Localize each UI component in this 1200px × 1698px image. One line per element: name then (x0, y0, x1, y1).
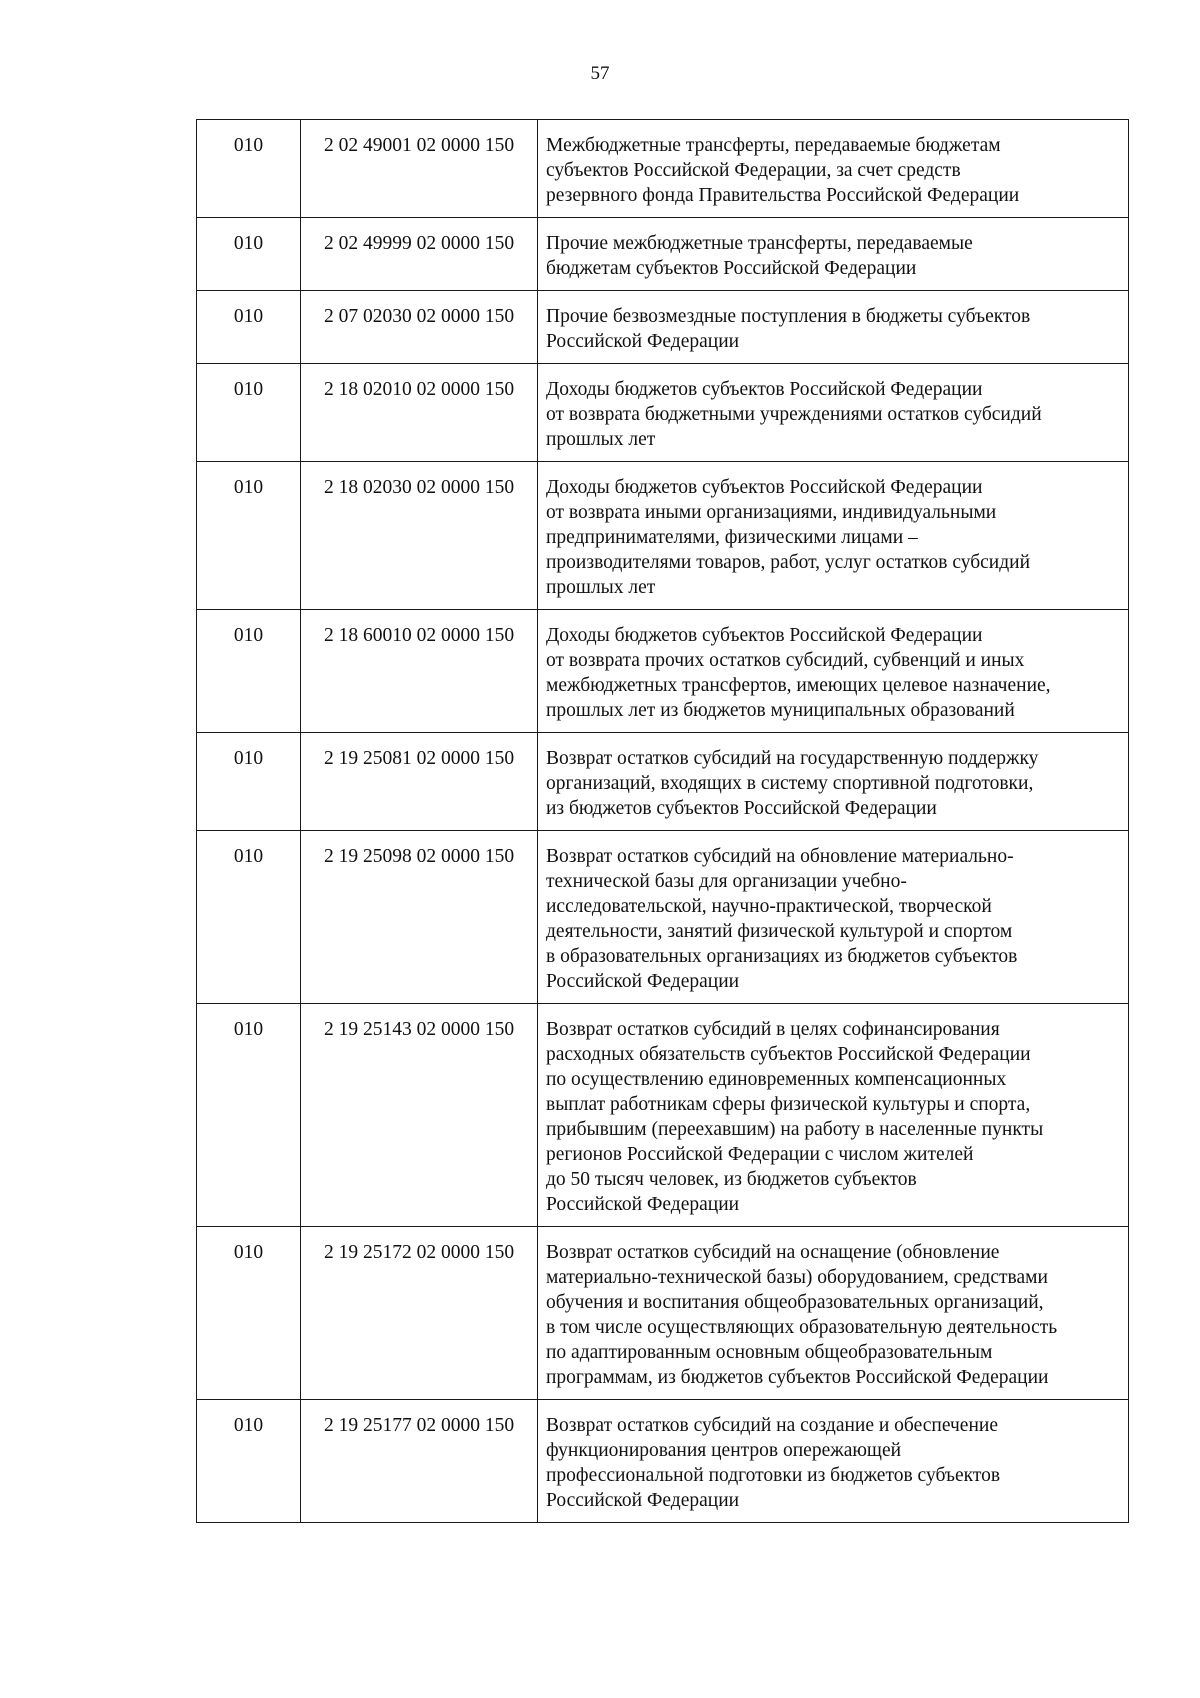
budget-classification-code-cell: 2 07 02030 02 0000 150 (301, 291, 538, 364)
income-name-cell (538, 120, 1129, 218)
income-name-line: материально-технической базы) оборудованием, средствами (546, 1267, 1048, 1288)
income-name-line: Межбюджетные трансферты, передаваемые бюджетам (546, 135, 1001, 156)
income-name-line: выплат работникам сферы физической культуры и спорта, (546, 1094, 1031, 1115)
admin-code-cell: 010 (197, 120, 301, 218)
table-row (197, 1004, 1129, 1227)
income-name-line: прошлых лет из бюджетов муниципальных образований (546, 700, 1015, 721)
income-name-line: до 50 тысяч человек, из бюджетов субъектов (546, 1169, 917, 1190)
budget-classification-code-cell: 2 02 49999 02 0000 150 (301, 218, 538, 291)
income-name-line: производителями товаров, работ, услуг остатков субсидий (546, 552, 1031, 573)
admin-code-cell: 010 (197, 462, 301, 610)
income-name-line: предпринимателями, физическими лицами – (546, 527, 918, 548)
budget-classification-code-cell: 2 18 60010 02 0000 150 (301, 610, 538, 733)
table-row (197, 1227, 1129, 1400)
admin-code-cell: 010 (197, 831, 301, 1004)
income-name-line: бюджетам субъектов Российской Федерации (546, 258, 917, 279)
income-name-line: профессиональной подготовки из бюджетов субъектов (546, 1465, 1001, 1486)
income-name-line: Российской Федерации (546, 1490, 740, 1511)
income-name-line: программам, из бюджетов субъектов Российской Федерации (546, 1367, 1049, 1388)
income-name-line: Возврат остатков субсидий в целях софинансирования (546, 1019, 1000, 1040)
table-body (197, 120, 1129, 1523)
income-name-line: по адаптированным основным общеобразовательным (546, 1342, 993, 1363)
budget-classification-code-cell: 2 19 25081 02 0000 150 (301, 733, 538, 831)
budget-classification-code-cell: 2 19 25098 02 0000 150 (301, 831, 538, 1004)
table-row (197, 218, 1129, 291)
income-name-line: обучения и воспитания общеобразовательных организаций, (546, 1292, 1044, 1313)
income-name-line: Возврат остатков субсидий на государственную поддержку (546, 748, 1039, 769)
admin-code-cell: 010 (197, 610, 301, 733)
income-name-line: Доходы бюджетов субъектов Российской Федерации (546, 379, 983, 400)
income-name-line: субъектов Российской Федерации, за счет средств (546, 160, 961, 181)
income-name-line: прошлых лет (546, 577, 656, 598)
income-name-line: исследовательской, научно-практической, творческой (546, 896, 992, 917)
income-name-line: технической базы для организации учебно- (546, 871, 907, 892)
income-name-line: резервного фонда Правительства Российской Федерации (546, 185, 1020, 206)
table-row (197, 364, 1129, 462)
income-name-line: организаций, входящих в систему спортивной подготовки, (546, 773, 1034, 794)
page-number: 57 (590, 63, 610, 84)
budget-classification-code-cell: 2 19 25143 02 0000 150 (301, 1004, 538, 1227)
admin-code-cell: 010 (197, 733, 301, 831)
income-name-line: в образовательных организациях из бюджетов субъектов (546, 946, 1018, 967)
income-name-line: от возврата иными организациями, индивидуальными (546, 502, 997, 523)
budget-classification-code-cell: 2 02 49001 02 0000 150 (301, 120, 538, 218)
income-name-line: функционирования центров опережающей (546, 1440, 902, 1461)
admin-code-cell: 010 (197, 291, 301, 364)
income-name-line: регионов Российской Федерации с числом жителей (546, 1144, 974, 1165)
income-name-cell (538, 610, 1129, 733)
income-name-cell (538, 1400, 1129, 1523)
income-name-line: прошлых лет (546, 429, 656, 450)
income-name-line: Возврат остатков субсидий на обновление материально- (546, 846, 1014, 867)
income-name-cell (538, 462, 1129, 610)
income-name-cell (538, 1004, 1129, 1227)
budget-classification-code-cell: 2 19 25177 02 0000 150 (301, 1400, 538, 1523)
budget-codes-table (196, 119, 1129, 1523)
income-name-line: в том числе осуществляющих образовательную деятельность (546, 1317, 1058, 1338)
income-name-cell (538, 831, 1129, 1004)
table-row (197, 1400, 1129, 1523)
income-name-line: от возврата прочих остатков субсидий, субвенций и иных (546, 650, 1025, 671)
admin-code-cell: 010 (197, 1004, 301, 1227)
income-name-line: Российской Федерации (546, 331, 740, 352)
income-name-line: Возврат остатков субсидий на оснащение (обновление (546, 1242, 1000, 1263)
budget-classification-code-cell: 2 19 25172 02 0000 150 (301, 1227, 538, 1400)
income-name-line: Прочие межбюджетные трансферты, передаваемые (546, 233, 973, 254)
admin-code-cell: 010 (197, 1227, 301, 1400)
table-row (197, 120, 1129, 218)
table-row (197, 462, 1129, 610)
income-name-cell (538, 291, 1129, 364)
income-name-line: Доходы бюджетов субъектов Российской Федерации (546, 477, 983, 498)
table-row (197, 733, 1129, 831)
income-name-cell (538, 733, 1129, 831)
income-name-cell (538, 218, 1129, 291)
income-name-line: по осуществлению единовременных компенсационных (546, 1069, 1007, 1090)
income-name-line: деятельности, занятий физической культурой и спортом (546, 921, 1013, 942)
income-name-line: расходных обязательств субъектов Российской Федерации (546, 1044, 1031, 1065)
admin-code-cell: 010 (197, 1400, 301, 1523)
income-name-line: Прочие безвозмездные поступления в бюджеты субъектов (546, 306, 1031, 327)
income-name-line: Российской Федерации (546, 971, 740, 992)
income-name-line: из бюджетов субъектов Российской Федерации (546, 798, 937, 819)
income-name-line: межбюджетных трансфертов, имеющих целевое назначение, (546, 675, 1051, 696)
budget-classification-code-cell: 2 18 02010 02 0000 150 (301, 364, 538, 462)
income-name-line: Доходы бюджетов субъектов Российской Федерации (546, 625, 983, 646)
table-row (197, 291, 1129, 364)
income-name-line: Возврат остатков субсидий на создание и обеспечение (546, 1415, 998, 1436)
income-name-cell (538, 364, 1129, 462)
income-name-line: прибывшим (переехавшим) на работу в населенные пункты (546, 1119, 1044, 1140)
table-row (197, 831, 1129, 1004)
admin-code-cell: 010 (197, 364, 301, 462)
income-name-cell (538, 1227, 1129, 1400)
income-name-line: от возврата бюджетными учреждениями остатков субсидий (546, 404, 1042, 425)
admin-code-cell: 010 (197, 218, 301, 291)
table-row (197, 610, 1129, 733)
income-name-line: Российской Федерации (546, 1194, 740, 1215)
budget-classification-code-cell: 2 18 02030 02 0000 150 (301, 462, 538, 610)
